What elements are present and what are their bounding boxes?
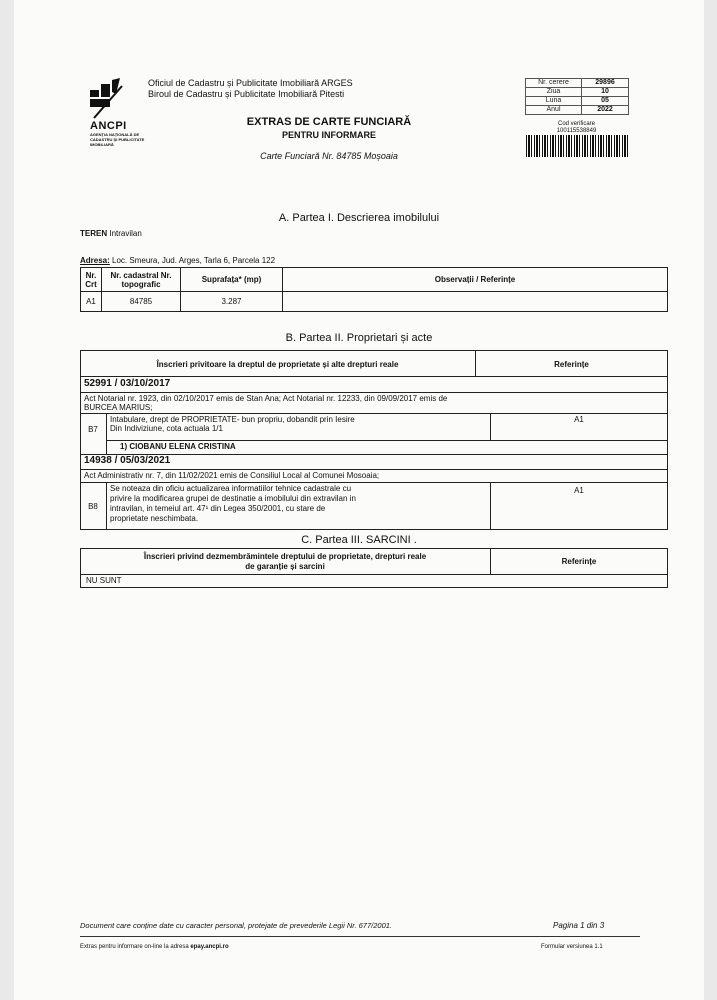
footer-online: [80, 944, 229, 950]
entry-1-act-line-1: Act Notarial nr. 1923, din 02/10/2017 emis de Stan Ana; Act Notarial nr. 12233, din 09/09/2017 emis de: [84, 394, 448, 403]
request-key: Ziua: [526, 88, 582, 97]
divider: [80, 413, 668, 414]
office-line-2: Biroul de Cadastru și Publicitate Imobiliară Pitesti: [148, 89, 345, 99]
part-c-heading: C. Partea III. SARCINI .: [301, 534, 417, 546]
teren-label: TEREN: [80, 229, 108, 238]
request-row: [526, 97, 629, 106]
part-b-heading: B. Partea II. Proprietari și acte: [285, 332, 433, 344]
b8-text-1: Se noteaza din oficiu actualizarea informatiilor tehnice cadastrale cu: [110, 484, 352, 493]
cell-suprafata: 3.287: [181, 292, 283, 312]
cell-nr-crt: A1: [81, 292, 102, 312]
part-c-col2-header: Referințe: [561, 557, 597, 566]
address-line: [80, 256, 275, 265]
b8-reference: A1: [574, 486, 584, 495]
title-sub: PENTRU INFORMARE: [282, 130, 376, 140]
part-b-col1-header: Înscrieri privitoare la dreptul de proprietate și alte drepturi reale: [156, 360, 399, 369]
request-row: [526, 88, 629, 97]
table-row: [81, 292, 668, 312]
divider: [106, 413, 107, 454]
teren-line: [80, 229, 142, 238]
b8-text-4: proprietate neschimbata.: [110, 514, 199, 523]
document-page: [14, 0, 704, 1000]
part-c-none: NU SUNT: [86, 576, 122, 585]
request-key: Luna: [526, 97, 582, 106]
request-value: 2022: [582, 106, 629, 115]
carte-funciara-number: Carte Funciară Nr. 84785 Moșoaia: [260, 151, 398, 161]
part-b-col2-header: Referințe: [554, 360, 589, 369]
part-a-heading: A. Partea I. Descrierea imobilului: [278, 212, 440, 224]
request-key: Anul: [526, 106, 582, 115]
entry-2-act: Act Administrativ nr. 7, din 11/02/2021 emis de Consiliul Local al Comunei Mosoaia;: [84, 471, 380, 480]
cell-observatii: [283, 292, 668, 312]
document-title: [214, 116, 444, 142]
request-box: [525, 78, 629, 115]
divider: [106, 482, 107, 530]
logo-subtitle: AGENȚIA NAȚIONALĂ DE CADASTRU ȘI PUBLICITATE IMOBILIARĂ: [90, 132, 145, 147]
part-c-col1-header-2: de garanție și sarcini: [245, 562, 325, 571]
office-line-1: Oficiul de Cadastru și Publicitate Imobiliară ARGES: [148, 78, 353, 88]
b8-text-3: intravilan, in temeiul art. 47¹ din Legea 350/2001, cu stare de: [110, 504, 326, 513]
part-c-col1-header-1: Înscrieri privind dezmembrămintele dreptului de proprietate, drepturi reale: [143, 552, 427, 561]
barcode-icon: [526, 135, 628, 157]
request-value: 10: [582, 88, 629, 97]
divider: [80, 376, 668, 377]
entry-2-id: 14938 / 05/03/2021: [84, 455, 171, 466]
col-observatii: Observații / Referințe: [283, 268, 668, 292]
footer-online-site[interactable]: epay.ancpi.ro: [190, 944, 229, 950]
title-main: EXTRAS DE CARTE FUNCIARĂ: [246, 116, 412, 128]
divider: [106, 440, 668, 441]
office-header: [148, 78, 353, 100]
b8-text-2: privire la modificarea grupei de destinatie a imobilului din extravilan in: [110, 494, 356, 503]
cell-nr-cadastral: 84785: [102, 292, 181, 312]
divider: [80, 574, 668, 575]
cod-label: Cod verificare: [557, 121, 595, 127]
footer-note: Document care conține date cu caracter personal, protejate de prevederile Legii Nr. 677/2001.: [80, 921, 392, 930]
page-number: Pagina 1 din 3: [553, 921, 605, 930]
divider: [80, 469, 668, 470]
teren-value: Intravilan: [107, 229, 142, 238]
divider: [475, 350, 476, 376]
request-key: Nr. cerere: [526, 79, 582, 88]
col-nr-cadastral: Nr. cadastral Nr. topografic: [102, 268, 181, 292]
form-version: Formular versiunea 1.1: [541, 944, 603, 950]
request-value: 29896: [582, 79, 629, 88]
divider: [80, 482, 668, 483]
b7-reference: A1: [574, 415, 584, 424]
request-row: [526, 106, 629, 115]
table-header-row: [81, 268, 668, 292]
b7-text-1: Intabulare, drept de PROPRIETATE- bun propriu, dobandit prin Iesire: [110, 415, 355, 424]
address-value: Loc. Smeura, Jud. Arges, Tarla 6, Parcela 122: [109, 256, 276, 265]
request-row: [526, 79, 629, 88]
b7-code: B7: [88, 425, 98, 434]
footer-online-prefix: Extras pentru informare on-line la adresa: [80, 944, 191, 950]
b8-code: B8: [88, 502, 98, 511]
col-suprafata: Suprafața* (mp): [181, 268, 283, 292]
request-value: 05: [582, 97, 629, 106]
verification-code: [525, 121, 628, 135]
cod-value: 100115538849: [556, 128, 597, 134]
owner-name: 1) CIOBANU ELENA CRISTINA: [120, 442, 236, 451]
part-a-table: [80, 267, 668, 312]
address-label: Adresa:: [80, 256, 110, 265]
divider: [80, 392, 668, 393]
footer-divider: [80, 936, 640, 937]
entry-1-act-line-2: BURCEA MARIUS;: [84, 403, 153, 412]
b7-text-2: Din Indiviziune, cota actuala 1/1: [110, 424, 223, 433]
entry-1-id: 52991 / 03/10/2017: [84, 378, 171, 389]
logo-text: ANCPI: [90, 120, 127, 132]
col-nr-crt: Nr. Crt: [81, 268, 102, 292]
